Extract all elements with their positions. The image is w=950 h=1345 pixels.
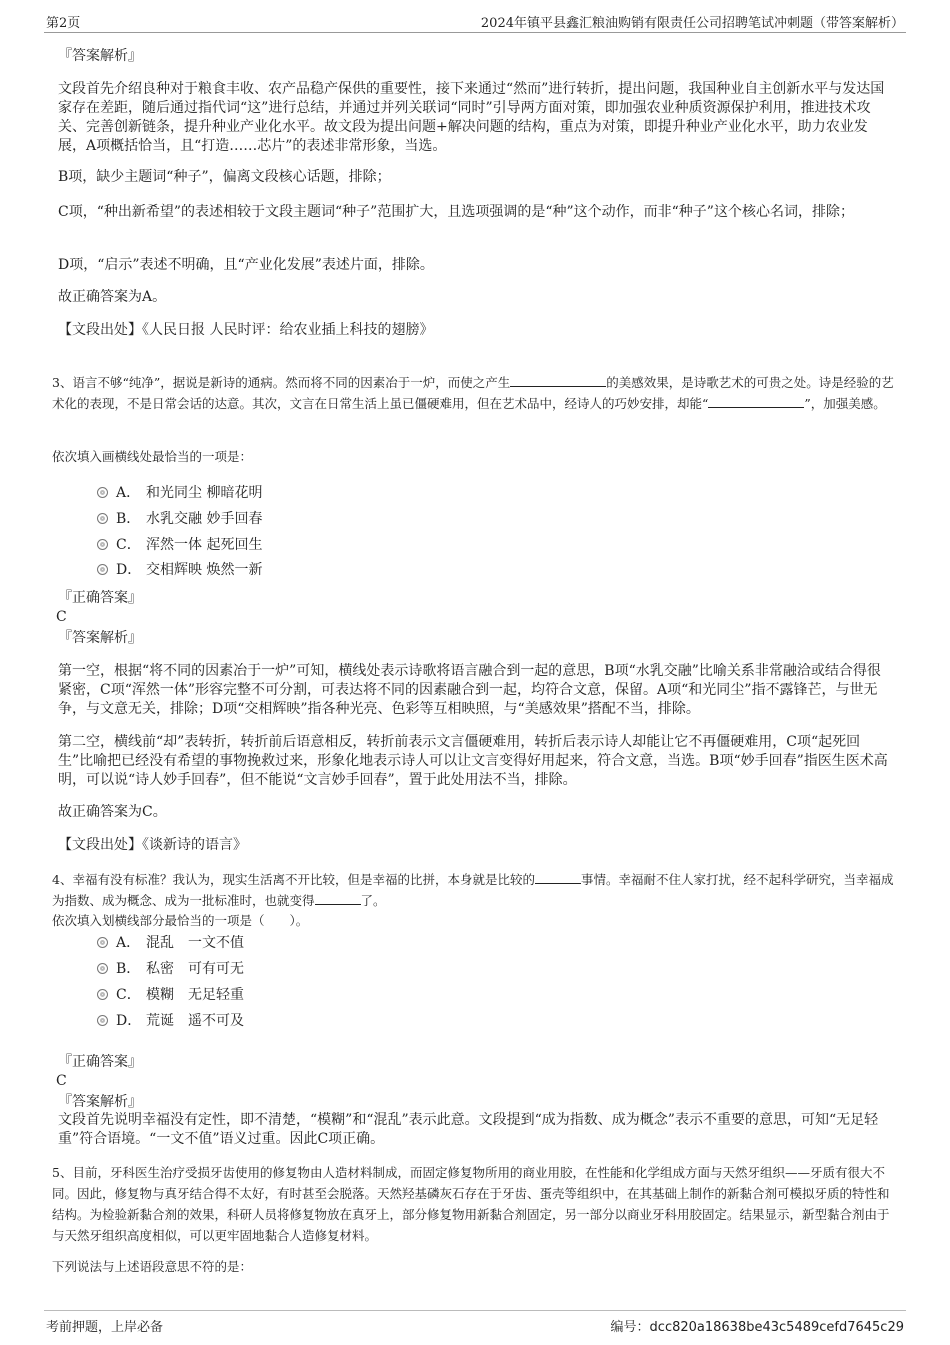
q2-analysis-p2: B项，缺少主题词“种子”，偏离文段核心话题，排除； xyxy=(58,169,391,185)
q2-analysis-p4: D项，“启示”表述不明确，且“产业化发展”表述片面，排除。 xyxy=(58,257,434,273)
q4-option-a[interactable]: A． 混乱 一文不值 xyxy=(97,933,244,953)
q4-option-d[interactable]: D． 荒诞 遥不可及 xyxy=(97,1011,244,1031)
radio-icon[interactable] xyxy=(97,539,108,550)
q3-analysis-p3: 故正确答案为C。 xyxy=(58,804,167,820)
q3-source: 【文段出处】《谈新诗的语言》 xyxy=(58,837,247,853)
q3-stem-part2: 的美感效果，是诗歌艺术的可贵之处。诗是经验的艺术化的表现，不是日常会话的达意。其次，文言在日常生活上虽已僵硬难用，但在艺术品中，经诗人的巧妙安排，却能“ xyxy=(52,375,894,411)
q3-analysis-p1: 第一空，根据“将不同的因素冶于一炉”可知，横线处表示诗歌将语言融合到一起的意思，B项“水乳交融”比喻关系非常融洽或结合得很紧密，C项“浑然一体”形容完整不可分割，可表达将不同的因素融合到一起，均符合文意，保留。A项“和光同尘”指不露锋芒，与世无争，与文意无关，排除；D项“交相辉映”指各种光亮、色彩等互相映照，与“美感效果”搭配不当，排除。 xyxy=(58,663,881,717)
q3-blank-2 xyxy=(708,395,804,408)
q4-stem-part2: 事情。幸福耐不住人家打扰，经不起科学研究，当幸福成为指数、成为概念、成为一批标准时，也就变得 xyxy=(52,872,894,908)
footer-code-value: dcc820a18638be43c5489cefd7645c29 xyxy=(649,1320,904,1335)
q3-answer: C xyxy=(56,609,67,625)
q3-blank-1 xyxy=(510,374,606,387)
q4-answer-label: 『正确答案』 xyxy=(58,1054,142,1070)
q5-stem: 5、目前，牙科医生治疗受损牙齿使用的修复物由人造材料制成，而固定修复物所用的商业用胶，在性能和化学组成方面与天然牙组织——牙质有很大不同。因此，修复物与真牙结合得不太好，有时甚至会脱落。天然羟基磷灰石存在于牙齿、蛋壳等组织中，在其基础上制作的新黏合剂可模拟牙质的特性和结构。为检验新黏合剂的效果，科研人员将修复物放在真牙上，部分修复物用新黏合剂固定，另一部分以商业牙科用胶固定。结果显示，新型黏合剂由于与天然牙组织高度相似，可以更牢固地黏合人造修复材料。 xyxy=(52,1165,890,1243)
q4-blank-2 xyxy=(315,892,361,905)
page-footer xyxy=(44,1310,906,1339)
radio-icon[interactable] xyxy=(97,487,108,498)
radio-icon[interactable] xyxy=(97,513,108,524)
footer-code xyxy=(611,1316,904,1335)
q3-option-c[interactable]: C． 浑然一体 起死回生 xyxy=(97,535,262,555)
q4-blank-1 xyxy=(535,871,581,884)
footer-slogan: 考前押题，上岸必备 xyxy=(46,1320,164,1335)
q4-stem-part1: 4、幸福有没有标准？我认为，现实生活离不开比较，但是幸福的比拼，本身就是比较的 xyxy=(52,872,535,887)
q3-stem-part3: ”，加强美感。 xyxy=(804,396,886,411)
q3-prompt: 依次填入画横线处最恰当的一项是： xyxy=(52,449,253,464)
q4-option-c[interactable]: C． 模糊 无足轻重 xyxy=(97,985,244,1005)
q2-source: 【文段出处】《人民日报 人民时评：给农业插上科技的翅膀》 xyxy=(58,322,434,338)
q4-answer: C xyxy=(56,1073,67,1089)
document-title: 2024年镇平县鑫汇粮油购销有限责任公司招聘笔试冲刺题（带答案解析） xyxy=(480,16,904,31)
q3-analysis-p2: 第二空，横线前“却”表转折，转折前后语意相反，转折前表示文言僵硬难用，转折后表示诗人却能让它不再僵硬难用，C项“起死回生”比喻把已经没有希望的事物挽救过来，形象化地表示诗人可以让文言变得好用起来，符合文意，当选。B项“妙手回春”指医生医术高明，可以说“诗人妙手回春”，但不能说“文言妙手回春”，置于此处用法不当，排除。 xyxy=(58,734,888,788)
q2-analysis-p5: 故正确答案为A。 xyxy=(58,289,167,305)
radio-icon[interactable] xyxy=(97,1015,108,1026)
q3-option-d[interactable]: D． 交相辉映 焕然一新 xyxy=(97,560,262,580)
q4-option-b[interactable]: B． 私密 可有可无 xyxy=(97,959,244,979)
radio-icon[interactable] xyxy=(97,989,108,1000)
q3-answer-label: 『正确答案』 xyxy=(58,590,142,606)
q2-analysis-p3: C项，“种出新希望”的表述相较于文段主题词“种子”范围扩大，且选项强调的是“种”这个动作，而非“种子”这个核心名词，排除； xyxy=(58,204,854,220)
q3-analysis-label: 『答案解析』 xyxy=(58,630,142,646)
q2-analysis-label: 『答案解析』 xyxy=(58,48,142,64)
q4-analysis-label: 『答案解析』 xyxy=(58,1094,142,1110)
radio-icon[interactable] xyxy=(97,937,108,948)
q3-option-a[interactable]: A． 和光同尘 柳暗花明 xyxy=(97,483,262,503)
q4-analysis-p1: 文段首先说明幸福没有定性，即不清楚，“模糊”和“混乱”表示此意。文段提到“成为指数、成为概念”表示不重要的意思，可知“无足轻重”符合语境。“一文不值”语义过重。因此C项正确。 xyxy=(58,1112,879,1147)
page-number: 第2页 xyxy=(46,16,81,31)
q3-option-b[interactable]: B． 水乳交融 妙手回春 xyxy=(97,509,262,529)
q3-stem-part1: 3、语言不够“纯净”，据说是新诗的通病。然而将不同的因素冶于一炉，而使之产生 xyxy=(52,375,511,390)
q4-stem-part3: 了。 xyxy=(360,893,386,908)
q2-analysis-p1: 文段首先介绍良种对于粮食丰收、农产品稳产保供的重要性，接下来通过“然而”进行转折，提出问题，我国种业自主创新水平与发达国家存在差距，随后通过指代词“这”进行总结，并通过并列关联词“同时”引导两方面对策，即加强农业种质资源保护利用，推进技术攻关、完善创新链条，提升种业产业化水平。故文段为提出问题+解决问题的结构，重点为对策，即提升种业产业化水平，助力农业发展，A项概括恰当，且“打造……芯片”的表述非常形象，当选。 xyxy=(58,81,885,154)
radio-icon[interactable] xyxy=(97,564,108,575)
q5-prompt: 下列说法与上述语段意思不符的是： xyxy=(52,1259,253,1274)
q3-stem xyxy=(52,372,898,414)
footer-code-label: 编号： xyxy=(610,1320,650,1335)
q4-prompt: 依次填入划横线部分最恰当的一项是（ ）。 xyxy=(52,913,309,928)
q4-stem xyxy=(52,869,898,911)
page-header xyxy=(44,10,906,33)
radio-icon[interactable] xyxy=(97,963,108,974)
